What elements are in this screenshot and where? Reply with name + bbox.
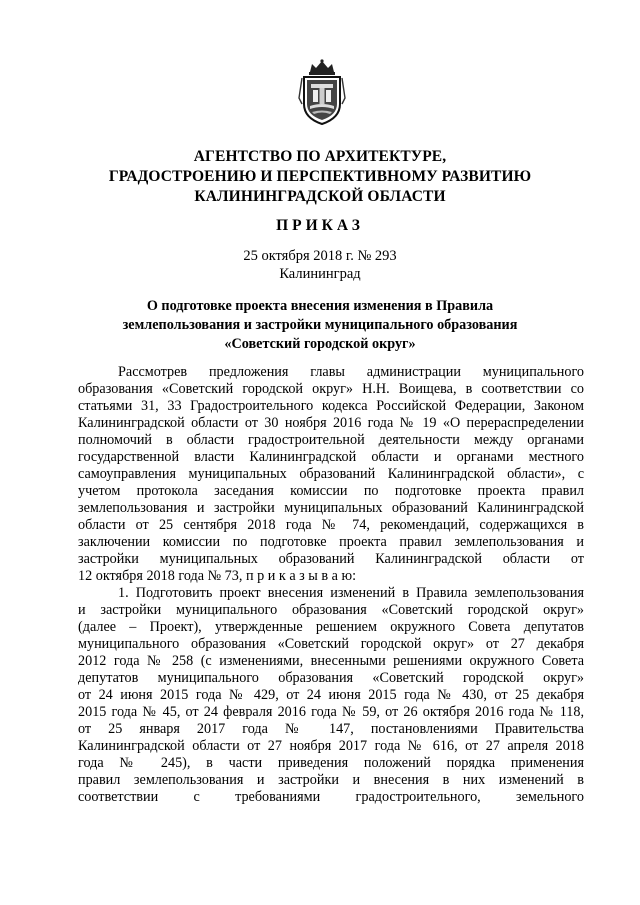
body-line: землепользования и застройки муниципальных образований Калининградской xyxy=(78,500,584,516)
city-name: Калининград xyxy=(279,266,361,282)
body-line: 2012 года № 258 (с изменениями, внесенными решениями окружного Совета xyxy=(78,653,584,669)
body-line: года № 245), в части приведения положений порядка применения xyxy=(78,755,584,771)
coat-of-arms-emblem xyxy=(296,58,348,126)
agency-name xyxy=(0,147,640,207)
body-line: Рассмотрев предложения главы администрации муниципального xyxy=(118,364,584,380)
body-line: области от 25 сентября 2018 года № 74, рекомендаций, содержащихся в xyxy=(78,517,584,533)
subject-line: землепользования и застройки муниципального образования xyxy=(122,317,518,333)
body-line: статьями 31, 33 Градостроительного кодекса Российской Федерации, Законом xyxy=(78,398,584,414)
body-line: заключении комиссии по подготовке проекта правил землепользования и xyxy=(78,534,584,550)
body-line: застройки муниципальных образований Калининградской области от xyxy=(78,551,584,567)
body-line: 1. Подготовить проект внесения изменений в Правила землепользования xyxy=(118,585,584,601)
body-line: 12 октября 2018 года № 73, п р и к а з ы в а ю: xyxy=(78,568,357,584)
body-line: правил землепользования и застройки и внесения в них изменений в xyxy=(78,772,584,788)
body-line: депутатов муниципального образования «Советский городской округ» xyxy=(78,670,584,686)
date-and-number: 25 октября 2018 г. № 293 xyxy=(243,248,397,264)
body-line: от 25 января 2017 года № 147, постановлениями Правительства xyxy=(78,721,584,737)
body-line: учетом протокола заседания комиссии по подготовке проекта правил xyxy=(78,483,584,499)
body-line: самоуправления муниципальных образований Калининградской области», с xyxy=(78,466,584,482)
body-line: муниципального образования «Советский городской округ» от 27 декабря xyxy=(78,636,584,652)
agency-name-line: КАЛИНИНГРАДСКОЙ ОБЛАСТИ xyxy=(194,188,446,205)
body-line: образования «Советский городской округ» Н.Н. Воищева, в соответствии со xyxy=(78,381,584,397)
document-type-title: ПРИКАЗ xyxy=(276,217,364,234)
document-subject xyxy=(0,297,640,354)
subject-line: «Советский городской округ» xyxy=(224,336,416,352)
body-line: (далее – Проект), утвержденные решением окружного Совета депутатов xyxy=(78,619,584,635)
body-line: и застройки муниципального образования «Советский городской округ» xyxy=(78,602,584,618)
body-line: полномочий в области градостроительной деятельности между органами xyxy=(78,432,584,448)
agency-name-line: АГЕНТСТВО ПО АРХИТЕКТУРЕ, xyxy=(193,148,447,165)
body-line: Калининградской области от 27 ноября 2017 года № 616, от 27 апреля 2018 xyxy=(78,738,584,754)
body-line: 2015 года № 45, от 24 февраля 2016 года № 59, от 26 октября 2016 года № 118, xyxy=(78,704,584,720)
body-line: соответствии с требованиями градостроительного, земельного xyxy=(78,789,584,805)
subject-line: О подготовке проекта внесения изменения в Правила xyxy=(146,298,494,314)
body-line: государственной власти Калининградской области и органами местного xyxy=(78,449,584,465)
body-line: Калининградской области от 30 ноября 2016 года № 19 «О перераспределении xyxy=(78,415,584,431)
agency-name-line: ГРАДОСТРОЕНИЮ И ПЕРСПЕКТИВНОМУ РАЗВИТИЮ xyxy=(108,168,532,185)
body-line: от 24 июня 2015 года № 429, от 24 июня 2015 года № 430, от 25 декабря xyxy=(78,687,584,703)
